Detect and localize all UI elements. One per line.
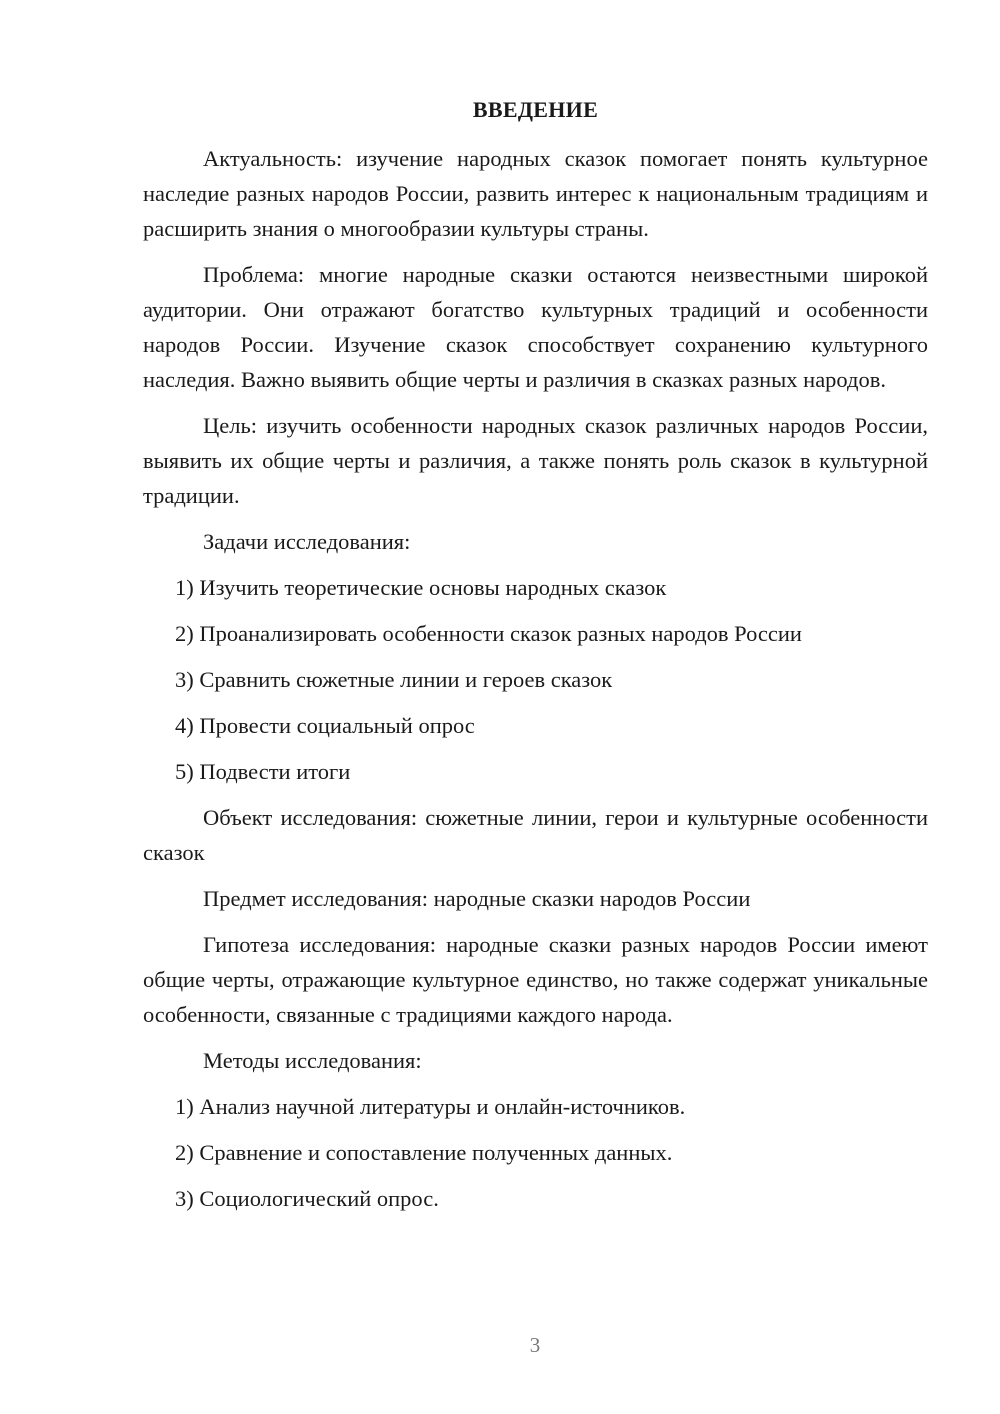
list-item: 2) Сравнение и сопоставление полученных данных. xyxy=(175,1140,673,1165)
methods-list xyxy=(143,1089,928,1216)
goal-paragraph: Цель: изучить особенности народных сказок различных народов России, выявить их общие черты и различия, а также понять роль сказок в культурной традиции. xyxy=(143,413,928,508)
list-item: 2) Проанализировать особенности сказок разных народов России xyxy=(175,621,802,646)
tasks-title: Задачи исследования: xyxy=(203,529,411,554)
object-paragraph: Объект исследования: сюжетные линии, герои и культурные особенности сказок xyxy=(143,805,928,865)
methods-title: Методы исследования: xyxy=(203,1048,422,1073)
list-item: 1) Анализ научной литературы и онлайн-источников. xyxy=(175,1094,686,1119)
document-page xyxy=(143,95,928,1227)
list-item: 3) Сравнить сюжетные линии и героев сказок xyxy=(175,667,613,692)
page-title: ВВЕДЕНИЕ xyxy=(472,97,599,122)
list-item: 4) Провести социальный опрос xyxy=(175,713,475,738)
list-item: 1) Изучить теоретические основы народных сказок xyxy=(175,575,667,600)
list-item: 3) Социологический опрос. xyxy=(175,1186,439,1211)
problem-paragraph: Проблема: многие народные сказки остаются неизвестными широкой аудитории. Они отражают богатство культурных традиций и особенности народов России. Изучение сказок способствует сохранению культурного наследия. Важно выявить общие черты и различия в сказках разных народов. xyxy=(143,262,928,392)
tasks-list xyxy=(143,570,928,789)
relevance-paragraph: Актуальность: изучение народных сказок помогает понять культурное наследие разных народов России, развить интерес к национальным традициям и расширить знания о многообразии культуры страны. xyxy=(143,146,928,241)
hypothesis-paragraph: Гипотеза исследования: народные сказки разных народов России имеют общие черты, отражающие культурное единство, но также содержат уникальные особенности, связанные с традициями каждого народа. xyxy=(143,932,928,1027)
subject-paragraph: Предмет исследования: народные сказки народов России xyxy=(203,886,751,911)
list-item: 5) Подвести итоги xyxy=(175,759,351,784)
page-number: 3 xyxy=(529,1333,541,1357)
